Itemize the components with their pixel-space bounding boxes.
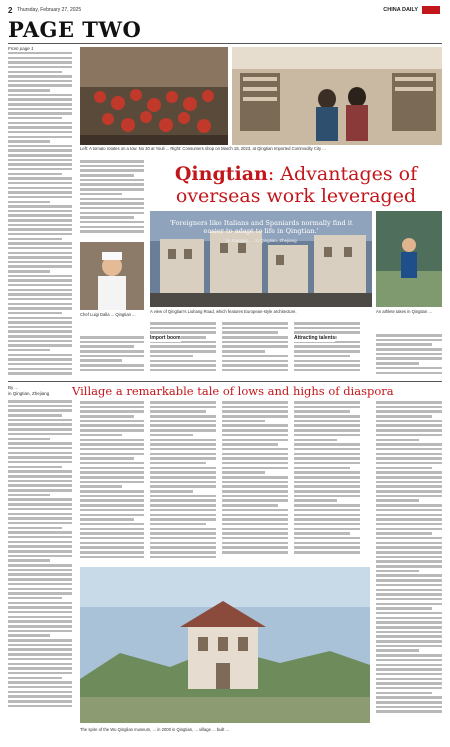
byline-line-1: By ... [8,385,19,390]
col5-text [294,322,360,378]
col2-text-top [80,160,144,238]
story2-col1-text [8,400,72,725]
headline-keyword: Qingtian [174,163,268,185]
issue-date: Thursday, February 27, 2025 [17,7,82,13]
story2-col5-text [294,401,360,563]
pull-quote-attribution: Ye Xiaoyan, ... in Qingtian, Zhejiang [225,238,297,244]
masthead-logo-icon [422,6,440,14]
photo-liuhang-road [150,211,372,307]
caption-village-museum: The spire of the Wu Qinglian museum, ... in 2000 in Qingtian, ... village ... built ... [80,727,230,732]
page-header [8,6,442,16]
kicker: From page 1 [8,46,34,51]
section-title: PAGE TWO [8,17,142,42]
story2-col2-text [80,401,144,563]
top-photo-caption: Left: A tomato rotates on a tow. No 30 at Youli ... Right: Consumers shop on March 18, 2023, at Qingtian Imported Commodity City ... [80,146,326,151]
headline-line2: overseas work leveraged [175,185,417,207]
caption-athlete: An athlete takes in Qingtian ... [376,309,432,314]
page-number: 2 [8,6,13,15]
col2-text-bottom [80,336,144,376]
photo-village-museum [80,567,370,723]
story2-byline [8,385,68,396]
story2-col4-text [222,401,288,563]
pull-quote [168,219,354,243]
story-divider [8,381,442,382]
photo-athlete [376,211,442,307]
caption-chef: Chef Luigi Dalla ... Qingtian ... [80,312,136,317]
left-column-text [8,52,72,377]
masthead: CHINA DAILY [383,7,418,13]
photo-tomato-rack [80,47,228,145]
photo-chef [80,242,144,310]
header-rule [8,43,442,44]
main-headline [150,163,442,207]
pull-quote-text: 'Foreigners like Italians and Spaniards normally find it easier to adapt to life in Qingtian.' [169,219,353,236]
subhead-import-boom: Import boom [150,335,181,341]
col6-text [376,334,442,378]
caption-liuhang-road: A view of Qingtian's Liuhang Road, which features European-style architecture. [150,309,297,314]
subhead-attracting-talents: Attracting talents [294,335,336,341]
story2-headline: Village a remarkable tale of lows and highs of diaspora [72,384,394,398]
story2-col6-text [376,401,442,725]
headline-rest: : Advantages of [267,163,418,185]
story2-col3-text [150,401,216,563]
photo-imported-commodity-city [232,47,442,145]
byline-line-2: in Qingtian, Zhejiang [8,390,50,396]
col4-text [222,322,288,378]
col3-text [150,322,216,378]
